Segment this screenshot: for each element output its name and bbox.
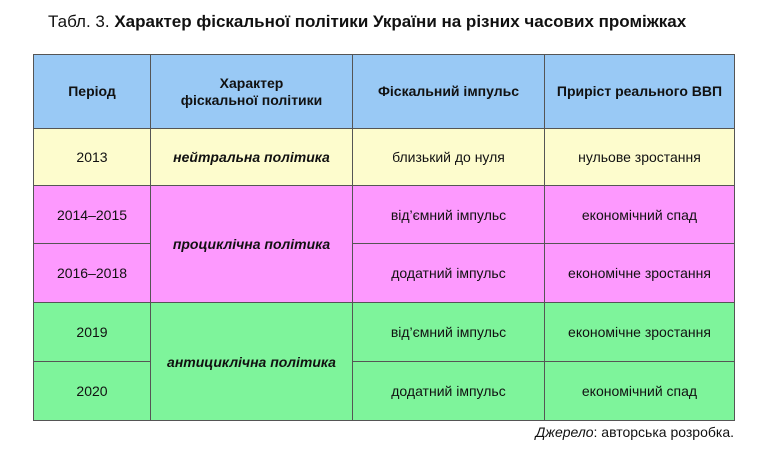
- table-row: [34, 303, 735, 362]
- cell-period: 2014–2015: [34, 186, 151, 244]
- table-row: [34, 129, 735, 186]
- table-row: [34, 186, 735, 244]
- header-gdp: Приріст реального ВВП: [545, 55, 735, 129]
- table-row: [34, 244, 735, 303]
- cell-impulse: близький до нуля: [353, 129, 545, 186]
- cell-period: 2013: [34, 129, 151, 186]
- source-label: Джерело: [535, 424, 594, 440]
- cell-period: 2019: [34, 303, 151, 362]
- table-caption: [48, 12, 686, 32]
- fiscal-policy-table: [33, 54, 735, 421]
- cell-gdp: економічне зростання: [545, 303, 735, 362]
- cell-gdp: економічний спад: [545, 362, 735, 421]
- header-period: Період: [34, 55, 151, 129]
- cell-gdp: економічне зростання: [545, 244, 735, 303]
- cell-gdp: економічний спад: [545, 186, 735, 244]
- header-impulse: Фіскальний імпульс: [353, 55, 545, 129]
- header-character-line1: Характер: [219, 74, 284, 91]
- cell-impulse: від’ємний імпульс: [353, 303, 545, 362]
- caption-title: Характер фіскальної політики України на різних часових проміжках: [114, 12, 687, 31]
- cell-policy: проциклічна політика: [151, 186, 353, 303]
- cell-period: 2020: [34, 362, 151, 421]
- cell-gdp: нульове зростання: [545, 129, 735, 186]
- table-row: [34, 362, 735, 421]
- header-row: [34, 55, 735, 129]
- cell-impulse: додатний імпульс: [353, 244, 545, 303]
- cell-policy: нейтральна політика: [151, 129, 353, 186]
- cell-policy: антициклічна політика: [151, 303, 353, 421]
- cell-impulse: від’ємний імпульс: [353, 186, 545, 244]
- source-note: [535, 424, 734, 440]
- header-character-line2: фіскальної політики: [180, 91, 323, 108]
- header-character: [151, 55, 353, 129]
- caption-prefix: Табл. 3.: [48, 12, 110, 31]
- cell-impulse: додатний імпульс: [353, 362, 545, 421]
- source-text: : авторська розробка.: [593, 424, 734, 440]
- cell-period: 2016–2018: [34, 244, 151, 303]
